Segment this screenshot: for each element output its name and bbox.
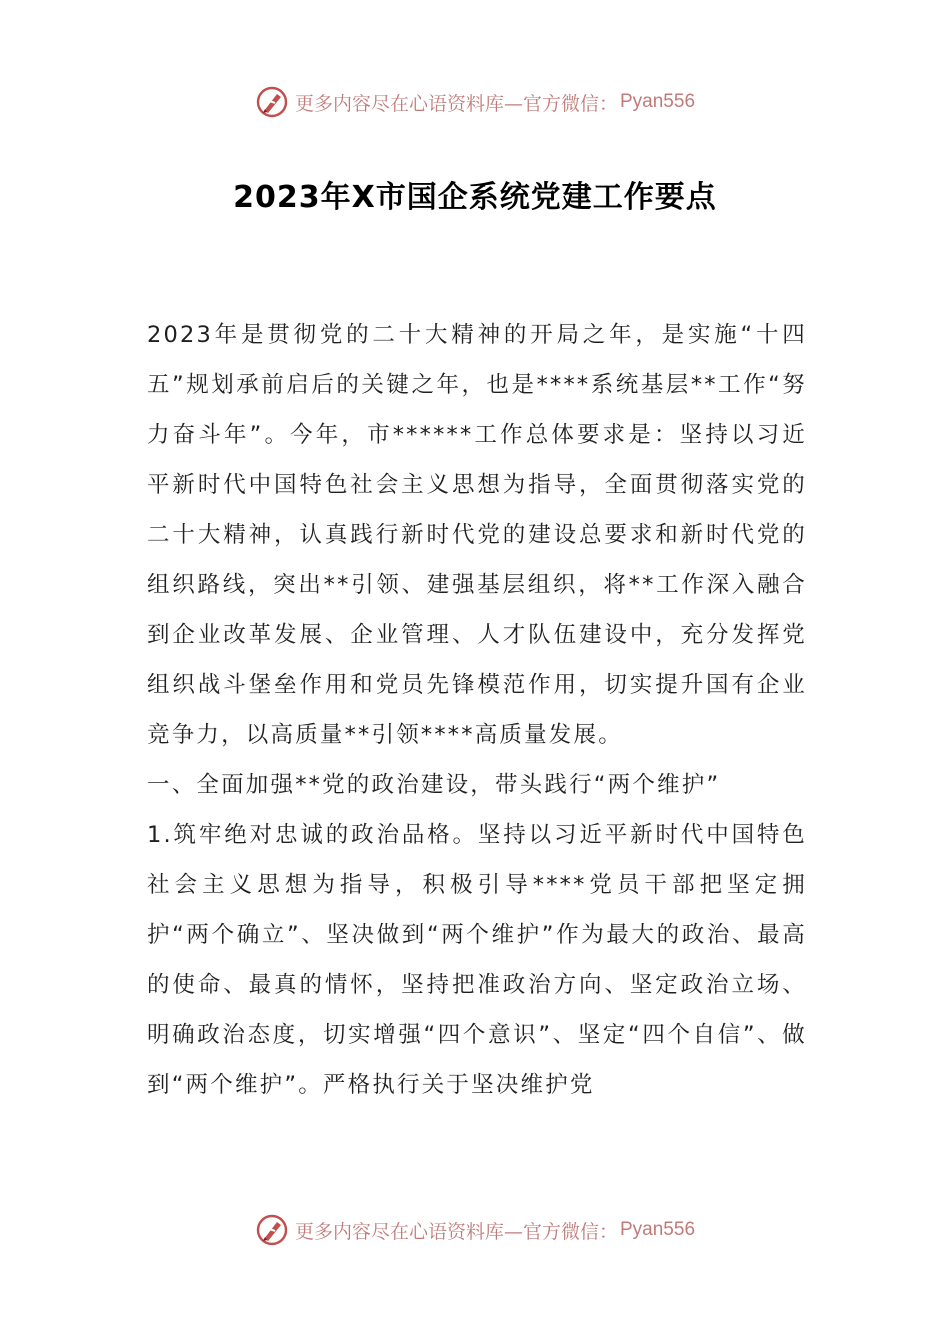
watermark-header [0,82,950,122]
section-heading-1: 一、全面加强**党的政治建设，带头践行“两个维护” [147,772,721,798]
pen-logo-icon [255,1213,289,1247]
watermark-wechat-id: Pyan556 [620,91,696,112]
pen-logo-icon [255,85,289,119]
item-paragraph-1: 1.筑牢绝对忠诚的政治品格。坚持以习近平新时代中国特色社会主义思想为指导，积极引导****党员干部把坚定拥护“两个确立”、坚决做到“两个维护”作为最大的政治、最高的使命、最真的情怀，坚持把准政治方向、坚定政治立场、明确政治态度，切实增强“四个意识”、坚定“四个自信”、做到“两个维护”。严格执行关于坚决维护党 [147,822,807,1098]
intro-paragraph: 2023年是贯彻党的二十大精神的开局之年，是实施“十四五”规划承前启后的关键之年，也是****系统基层**工作“努力奋斗年”。今年，市******工作总体要求是：坚持以习近平新时代中国特色社会主义思想为指导，全面贯彻落实党的二十大精神，认真践行新时代党的建设总要求和新时代党的组织路线，突出**引领、建强基层组织，将**工作深入融合到企业改革发展、企业管理、人才队伍建设中，充分发挥党组织战斗堡垒作用和党员先锋模范作用，切实提升国有企业竞争力，以高质量**引领****高质量发展。 [147,322,807,748]
watermark-footer [0,1210,950,1250]
document-body [147,310,807,1110]
watermark-text: 更多内容尽在心语资料库—官方微信： [294,1220,618,1243]
watermark-wechat-id: Pyan556 [620,1219,696,1240]
document-title: 2023年X市国企系统党建工作要点 [233,180,717,215]
watermark-text: 更多内容尽在心语资料库—官方微信： [294,92,618,115]
